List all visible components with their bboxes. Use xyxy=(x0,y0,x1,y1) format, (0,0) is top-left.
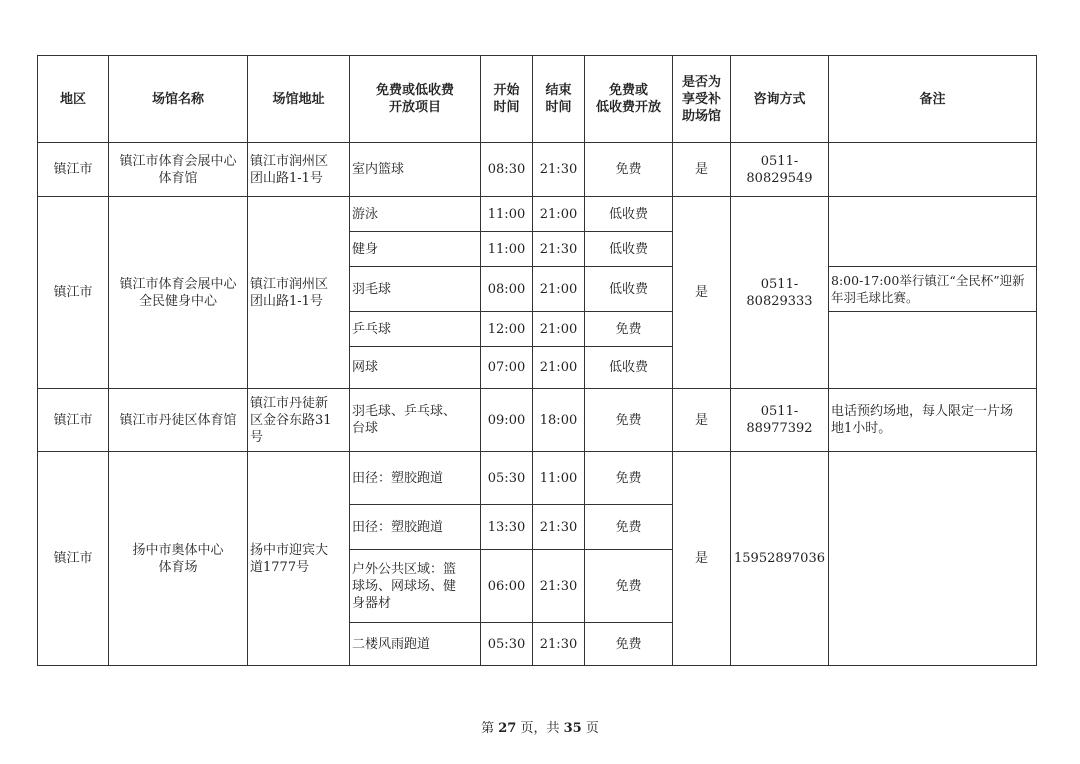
start-time-cell: 09:00 xyxy=(481,389,533,452)
footer-prefix: 第 xyxy=(481,721,499,736)
table-row xyxy=(38,389,1037,452)
end-time-cell: 21:00 xyxy=(533,267,585,312)
total-page-count: 35 xyxy=(563,721,582,736)
region-cell: 镇江市 xyxy=(38,452,109,666)
end-time-cell: 21:00 xyxy=(533,312,585,347)
header-venue-name: 场馆名称 xyxy=(109,56,248,143)
subsidy-cell: 是 xyxy=(673,197,731,389)
start-time-cell: 08:00 xyxy=(481,267,533,312)
contact-cell: 0511-88977392 xyxy=(731,389,829,452)
end-time-cell: 21:30 xyxy=(533,505,585,550)
project-cell: 乒乓球 xyxy=(350,312,481,347)
start-time-cell: 06:00 xyxy=(481,550,533,623)
region-cell: 镇江市 xyxy=(38,389,109,452)
project-cell: 二楼风雨跑道 xyxy=(350,623,481,666)
project-cell: 户外公共区域：篮 球场、网球场、健 身器材 xyxy=(350,550,481,623)
fee-cell: 免费 xyxy=(585,312,673,347)
project-cell: 田径：塑胶跑道 xyxy=(350,452,481,505)
contact-cell: 15952897036 xyxy=(731,452,829,666)
venue-table xyxy=(37,55,1037,666)
start-time-cell: 11:00 xyxy=(481,232,533,267)
start-time-cell: 12:00 xyxy=(481,312,533,347)
footer-middle: 页，共 xyxy=(516,721,564,736)
fee-cell: 低收费 xyxy=(585,232,673,267)
subsidy-cell: 是 xyxy=(673,389,731,452)
remark-cell xyxy=(829,143,1037,197)
page-footer xyxy=(0,717,1080,736)
fee-cell: 低收费 xyxy=(585,197,673,232)
end-time-cell: 21:00 xyxy=(533,197,585,232)
remark-cell: 8:00-17:00举行镇江“全民杯”迎新年羽毛球比赛。 xyxy=(829,267,1037,312)
table-row xyxy=(38,143,1037,197)
header-remarks: 备注 xyxy=(829,56,1037,143)
header-start-time: 开始 时间 xyxy=(481,56,533,143)
start-time-cell: 08:30 xyxy=(481,143,533,197)
project-cell: 网球 xyxy=(350,347,481,389)
current-page-number: 27 xyxy=(498,721,517,736)
header-row xyxy=(38,56,1037,143)
end-time-cell: 21:30 xyxy=(533,143,585,197)
project-cell: 羽毛球 xyxy=(350,267,481,312)
venue-name-cell: 扬中市奥体中心 体育场 xyxy=(109,452,248,666)
project-cell: 游泳 xyxy=(350,197,481,232)
header-contact: 咨询方式 xyxy=(731,56,829,143)
footer-suffix: 页 xyxy=(581,721,599,736)
end-time-cell: 18:00 xyxy=(533,389,585,452)
region-cell: 镇江市 xyxy=(38,197,109,389)
header-fee: 免费或 低收费开放 xyxy=(585,56,673,143)
venue-address-cell: 镇江市润州区 团山路1-1号 xyxy=(248,197,350,389)
fee-cell: 免费 xyxy=(585,505,673,550)
subsidy-cell: 是 xyxy=(673,143,731,197)
start-time-cell: 05:30 xyxy=(481,623,533,666)
venue-address-cell: 镇江市润州区 团山路1-1号 xyxy=(248,143,350,197)
start-time-cell: 13:30 xyxy=(481,505,533,550)
contact-cell: 0511-80829333 xyxy=(731,197,829,389)
venue-address-cell: 镇江市丹徒新 区金谷东路31 号 xyxy=(248,389,350,452)
start-time-cell: 05:30 xyxy=(481,452,533,505)
fee-cell: 免费 xyxy=(585,452,673,505)
start-time-cell: 07:00 xyxy=(481,347,533,389)
start-time-cell: 11:00 xyxy=(481,197,533,232)
end-time-cell: 21:30 xyxy=(533,232,585,267)
remark-cell: 电话预约场地，每人限定一片场 地1小时。 xyxy=(829,389,1037,452)
header-subsidy: 是否为 享受补 助场馆 xyxy=(673,56,731,143)
fee-cell: 低收费 xyxy=(585,267,673,312)
project-cell: 羽毛球、乒乓球、 台球 xyxy=(350,389,481,452)
fee-cell: 免费 xyxy=(585,389,673,452)
header-region: 地区 xyxy=(38,56,109,143)
end-time-cell: 21:00 xyxy=(533,347,585,389)
project-cell: 室内篮球 xyxy=(350,143,481,197)
header-end-time: 结束 时间 xyxy=(533,56,585,143)
remark-cell xyxy=(829,312,1037,389)
table-row xyxy=(38,197,1037,232)
remark-cell xyxy=(829,197,1037,267)
end-time-cell: 21:30 xyxy=(533,550,585,623)
fee-cell: 免费 xyxy=(585,550,673,623)
venue-name-cell: 镇江市丹徒区体育馆 xyxy=(109,389,248,452)
header-project: 免费或低收费 开放项目 xyxy=(350,56,481,143)
fee-cell: 免费 xyxy=(585,623,673,666)
end-time-cell: 21:30 xyxy=(533,623,585,666)
project-cell: 健身 xyxy=(350,232,481,267)
subsidy-cell: 是 xyxy=(673,452,731,666)
region-cell: 镇江市 xyxy=(38,143,109,197)
fee-cell: 免费 xyxy=(585,143,673,197)
venue-address-cell: 扬中市迎宾大 道1777号 xyxy=(248,452,350,666)
table-row xyxy=(38,452,1037,505)
end-time-cell: 11:00 xyxy=(533,452,585,505)
remark-cell xyxy=(829,452,1037,666)
venue-name-cell: 镇江市体育会展中心 体育馆 xyxy=(109,143,248,197)
project-cell: 田径：塑胶跑道 xyxy=(350,505,481,550)
header-venue-address: 场馆地址 xyxy=(248,56,350,143)
venue-name-cell: 镇江市体育会展中心 全民健身中心 xyxy=(109,197,248,389)
fee-cell: 低收费 xyxy=(585,347,673,389)
contact-cell: 0511-80829549 xyxy=(731,143,829,197)
